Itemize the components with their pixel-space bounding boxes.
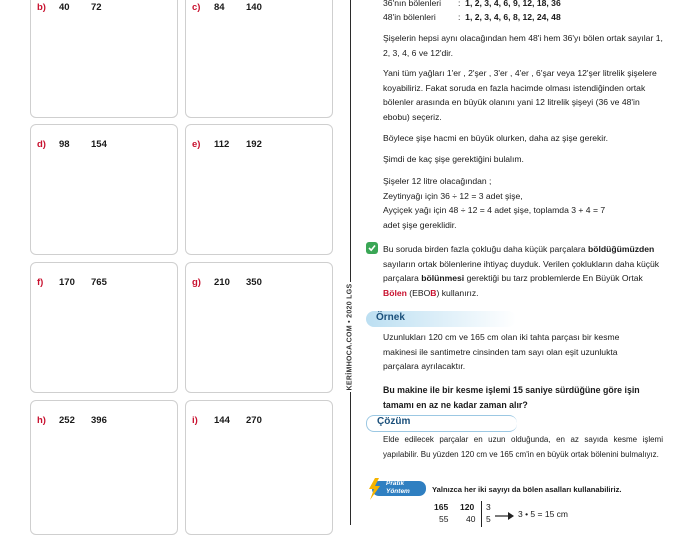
example-header: Örnek	[366, 311, 516, 327]
problem-number-b: 154	[91, 139, 107, 150]
calc-line-4: adet şişe gereklidir.	[383, 220, 457, 230]
problem-number-b: 72	[91, 2, 102, 13]
tip-paragraph: Bu soruda birden fazla çokluğu daha küçük parçalara böldüğümüzden sayıların ortak bölenlerine ihtiyaç duyduk. Verilen çoklukların daha küçük parçalara bölünmesi gerektiği bu tarz problemlerde En Büyük Ortak Bölen (EBOB) kullanırız.	[383, 244, 660, 298]
problem-box-c	[185, 0, 333, 118]
calc-line-2: Zeytinyağı için 36 ÷ 12 = 3 adet şişe,	[383, 191, 523, 201]
problem-box-d	[30, 124, 178, 255]
problem-number-a: 210	[214, 277, 230, 288]
problem-number-b: 140	[246, 2, 262, 13]
problem-box-g	[185, 262, 333, 393]
method-badge-line2: Yöntem	[386, 488, 410, 495]
divisors-line-48: 48'in bölenleri : 1, 2, 3, 4, 6, 8, 12, 24, 48	[383, 12, 561, 22]
ladder-cell: 40	[466, 514, 476, 524]
arrow-icon	[495, 508, 515, 526]
method-badge	[366, 478, 428, 500]
calc-line-1: Şişeler 12 litre olacağından ;	[383, 176, 492, 186]
paragraph-count-intro: Şimdi de kaç şişe gerektiğini bulalım.	[383, 154, 524, 164]
divisors-line-36: 36'nın bölenleri : 1, 2, 3, 4, 6, 9, 12, 18, 36	[383, 0, 561, 8]
ladder-cell: 55	[439, 514, 449, 524]
column-divider	[350, 0, 351, 525]
ladder-divisor: 3	[486, 502, 491, 512]
result-text: 3 • 5 = 15 cm	[518, 509, 568, 519]
problem-key: f)	[37, 277, 44, 288]
method-text: Yalnızca her iki sayıyı da bölen asalları kullanabiliriz.	[432, 485, 622, 494]
division-ladder	[430, 501, 500, 527]
paragraph-result: Böylece şişe hacmi en büyük olurken, daha az şişe gerekir.	[383, 133, 608, 143]
ladder-bar	[481, 501, 482, 527]
problem-number-a: 84	[214, 2, 225, 13]
side-watermark	[343, 282, 357, 392]
problem-number-b: 192	[246, 139, 262, 150]
solution-text: Elde edilecek parçalar en uzun olduğunda, en az sayıda kesme işlemi yapılabilir. Bu yüzden 120 cm ve 165 cm'in en büyük ortak bölenini bulmalıyız.	[383, 435, 663, 459]
method-badge-line1: Pratik	[386, 480, 405, 487]
problem-key: e)	[192, 139, 201, 150]
problem-box-f	[30, 262, 178, 393]
problem-key: c)	[192, 2, 201, 13]
problem-number-b: 270	[246, 415, 262, 426]
ladder-cell: 165	[434, 502, 449, 512]
problem-number-a: 170	[59, 277, 75, 288]
problem-number-b: 396	[91, 415, 107, 426]
example-question: Bu makine ile bir kesme işlemi 15 saniye sürdüğüne göre işin tamamı en az ne kadar zaman alır?	[383, 385, 640, 410]
problem-box-b	[30, 0, 178, 118]
problem-number-a: 112	[214, 139, 230, 150]
problem-key: i)	[192, 415, 198, 426]
problem-key: d)	[37, 139, 46, 150]
problem-box-h	[30, 400, 178, 535]
ladder-divisor: 5	[486, 514, 491, 524]
problem-number-a: 252	[59, 415, 75, 426]
problem-number-a: 144	[214, 415, 230, 426]
ladder-cell: 120	[460, 502, 475, 512]
problem-key: b)	[37, 2, 46, 13]
calc-line-3: Ayçiçek yağı için 48 ÷ 12 = 4 adet şişe, toplamda 3 + 4 = 7	[383, 205, 606, 215]
problem-box-e	[185, 124, 333, 255]
problem-box-i	[185, 400, 333, 535]
paragraph-common-divisors: Şişelerin hepsi aynı olacağından hem 48'i hem 36'yı bölen ortak sayılar 1, 2, 3, 4, 6 ve 12'dir.	[383, 33, 663, 58]
example-text: Uzunlukları 120 cm ve 165 cm olan iki tahta parçası bir kesme makinesi ile santimetre cinsinden tam sayı olan eşit uzunlukta parçalara ayrılacaktır.	[383, 332, 620, 371]
problem-number-b: 765	[91, 277, 107, 288]
problem-number-a: 40	[59, 2, 70, 13]
problem-number-b: 350	[246, 277, 262, 288]
problem-key: g)	[192, 277, 201, 288]
problem-key: h)	[37, 415, 46, 426]
check-icon	[366, 242, 378, 254]
paragraph-bottle-choice: Yani tüm yağları 1'er , 2'şer , 3'er , 4'er , 6'şar veya 12'şer litrelik şişelere koyabiliriz. Fakat soruda en fazla hacimde olması istendiğinden ortak bölenler arasında en büyük olanını yani 12 litrelik şişeyi (36 ve 48'in ebobu) seçeriz.	[383, 68, 657, 122]
solution-header: Çözüm	[366, 415, 517, 432]
side-watermark-text: KERİMHOCA.COM • 2020 LGS	[346, 283, 354, 391]
problem-number-a: 98	[59, 139, 70, 150]
